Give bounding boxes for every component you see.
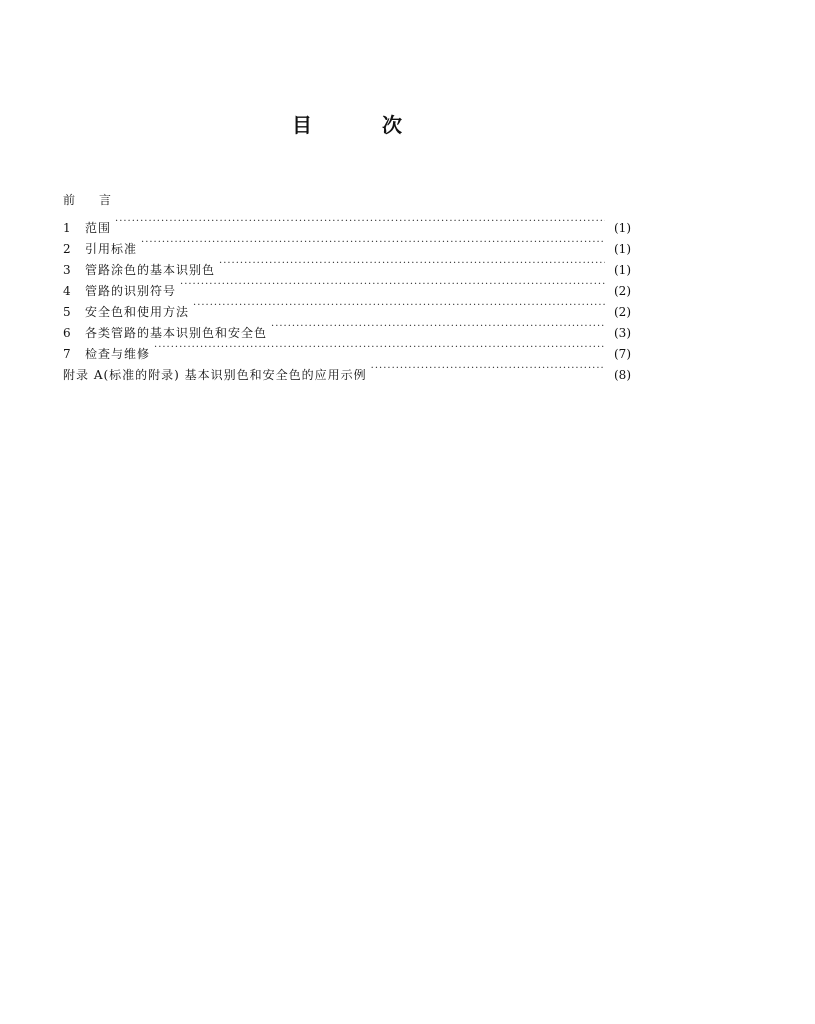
toc-entry-page: (1) (614, 221, 631, 235)
toc-entry-label: 管路涂色的基本识别色 (85, 263, 216, 277)
title-char-2: 次 (382, 113, 402, 137)
toc-entry-number: 6 (63, 326, 71, 340)
toc-entry-label: 引用标准 (85, 242, 138, 256)
toc-entry-number: 5 (63, 305, 71, 319)
toc-entry-label: 管路的识别符号 (85, 284, 177, 298)
dot-leader (154, 337, 605, 358)
toc-entry-page: (2) (614, 284, 631, 298)
toc-entry-page: (7) (614, 347, 631, 361)
toc-entry-label: 范围 (85, 221, 112, 235)
preface-char-1: 前 (63, 193, 76, 207)
toc-entry-3[interactable] (63, 253, 631, 277)
toc-entry-page: (2) (614, 305, 631, 319)
toc-entry-number: 1 (63, 221, 71, 235)
toc-appendix-label: 附录 A(标准的附录) 基本识别色和安全色的应用示例 (63, 368, 367, 382)
toc-entry-number: 2 (63, 242, 71, 256)
toc-entry-label: 安全色和使用方法 (85, 305, 190, 319)
dot-leader (180, 274, 605, 295)
dot-leader (219, 253, 605, 274)
toc-entry-page: (1) (614, 263, 631, 277)
toc-entry-1[interactable] (63, 211, 631, 235)
preface-label (63, 190, 111, 211)
dot-leader (115, 211, 605, 232)
toc-entry-number: 7 (63, 347, 71, 361)
dot-leader (371, 358, 605, 379)
toc-entry-number: 3 (63, 263, 71, 277)
toc-entry-label: 各类管路的基本识别色和安全色 (85, 326, 268, 340)
dot-leader (193, 295, 605, 316)
toc-entry-page: (1) (614, 242, 631, 256)
dot-leader (271, 316, 605, 337)
toc-entry-label: 检查与维修 (85, 347, 151, 361)
toc-entry-number: 4 (63, 284, 71, 298)
title-char-1: 目 (292, 113, 312, 137)
dot-leader (141, 232, 605, 253)
table-of-contents (63, 190, 631, 382)
toc-preface[interactable] (63, 190, 631, 211)
toc-entry-2[interactable] (63, 232, 631, 256)
page-title (292, 112, 402, 138)
preface-char-2: 言 (99, 193, 112, 207)
toc-appendix-page: (8) (614, 368, 631, 382)
toc-entry-page: (3) (614, 326, 631, 340)
